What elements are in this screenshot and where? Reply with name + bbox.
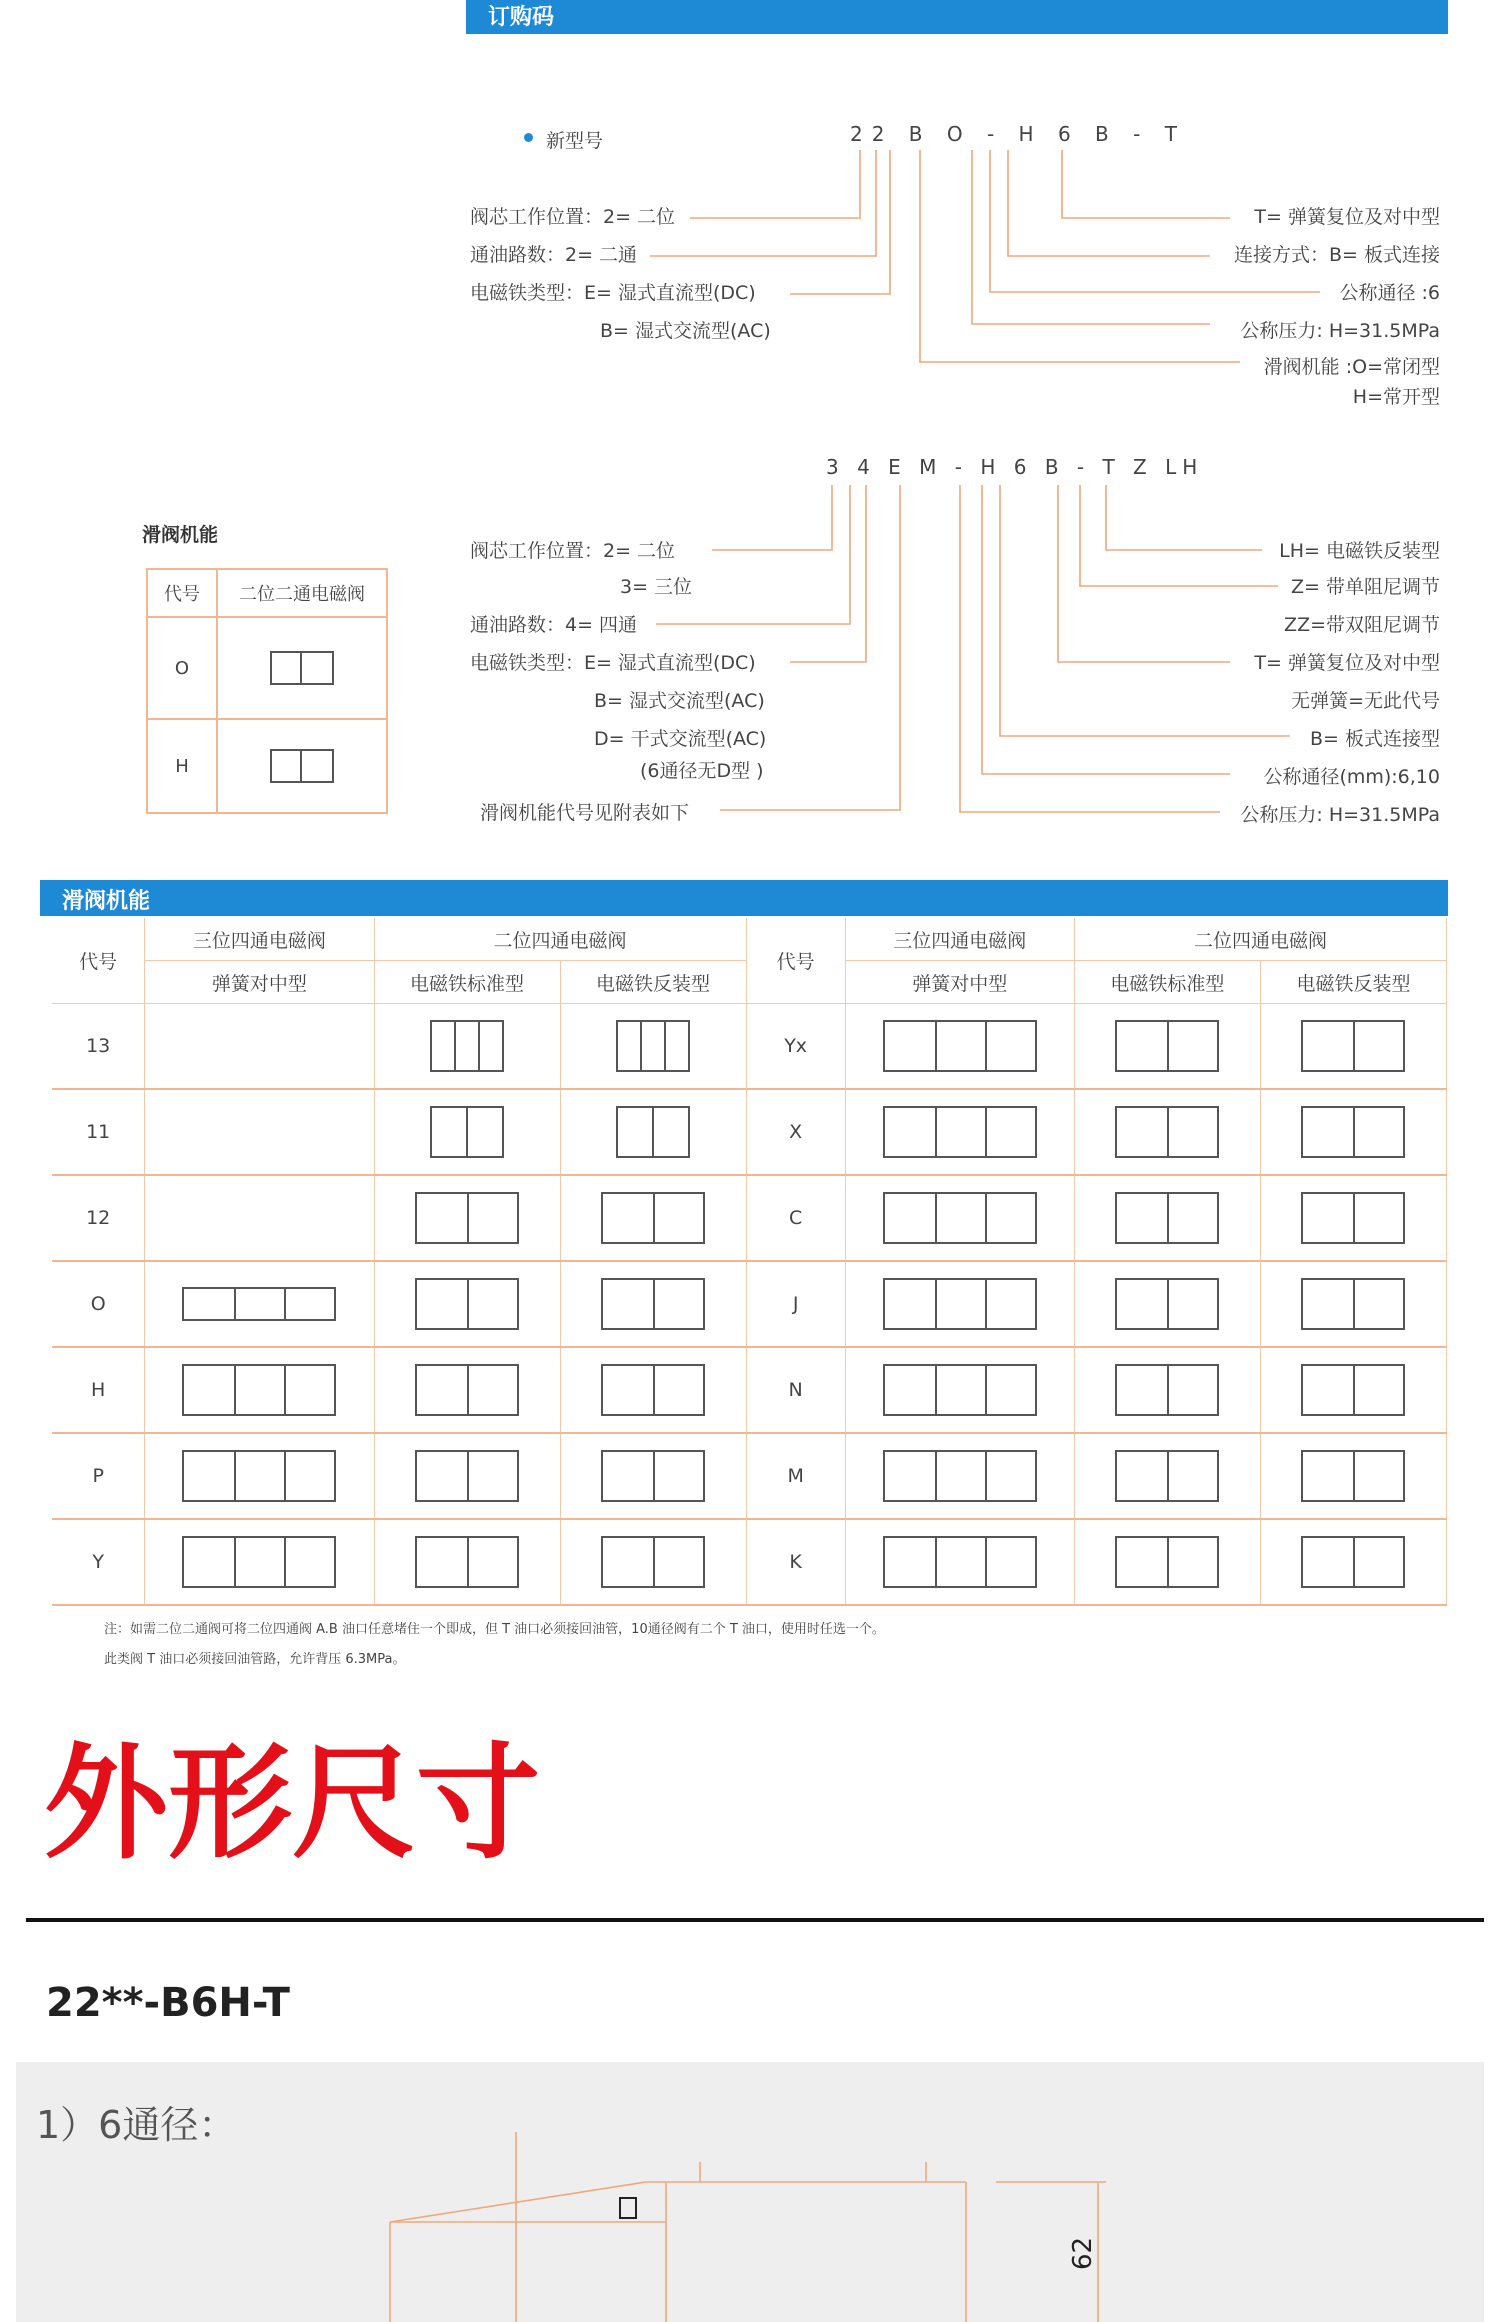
function-table-header	[40, 880, 1448, 916]
valve-symbol	[217, 617, 387, 719]
new-model-label: 新型号	[546, 130, 604, 152]
left1-3: B= 湿式交流型(AC)	[600, 320, 771, 342]
model-code-2: 3 4 E M - H 6 B - T Z LH	[826, 455, 1204, 479]
small-table-header-code: 代号	[147, 569, 217, 617]
row-code: K	[746, 1519, 845, 1605]
valve-symbol	[374, 1519, 560, 1605]
left1-2: 电磁铁类型：E= 湿式直流型(DC)	[470, 282, 756, 304]
small-table-title: 滑阀机能	[142, 524, 219, 546]
model-label: 22**-B6H-T	[46, 1980, 290, 2026]
valve-symbol	[374, 1261, 560, 1347]
function-table-title: 滑阀机能	[62, 889, 151, 914]
row-code: P	[52, 1433, 145, 1519]
empty-cell	[145, 1004, 374, 1090]
empty-cell	[145, 1175, 374, 1261]
note-2: 此类阀 T 油口必须接回油管路，允许背压 6.3MPa。	[104, 1652, 406, 1667]
valve-symbol	[217, 719, 387, 813]
row-code: N	[746, 1347, 845, 1433]
right1-2: 公称通径 :6	[1339, 282, 1440, 304]
col-code-left: 代号	[52, 918, 145, 1004]
col-2pos-left: 二位四通电磁阀	[374, 918, 746, 961]
right2-1: Z= 带单阻尼调节	[1291, 576, 1440, 598]
sub-header: 电磁铁反装型	[560, 961, 746, 1004]
dimension-value: 62	[1068, 2236, 1098, 2270]
valve-symbol	[1074, 1089, 1260, 1175]
left2-6: (6通径无D型 )	[640, 760, 764, 782]
right2-7: 公称压力: H=31.5MPa	[1240, 804, 1440, 826]
small-table-code-o: O	[147, 617, 217, 719]
row-code: Y	[52, 1519, 145, 1605]
valve-symbol	[145, 1519, 374, 1605]
empty-cell	[145, 1089, 374, 1175]
col-3pos-right: 三位四通电磁阀	[845, 918, 1074, 961]
right2-6: 公称通径(mm):6,10	[1263, 766, 1440, 788]
valve-symbol	[1074, 1261, 1260, 1347]
valve-symbol	[845, 1261, 1074, 1347]
col-code-right: 代号	[746, 918, 845, 1004]
left1-1: 通油路数：2= 二通	[470, 244, 638, 266]
valve-symbol	[560, 1347, 746, 1433]
valve-symbol	[845, 1089, 1074, 1175]
right1-4: 滑阀机能 :O=常闭型	[1263, 356, 1440, 378]
valve-symbol	[560, 1261, 746, 1347]
valve-symbol	[374, 1347, 560, 1433]
valve-symbol	[374, 1004, 560, 1090]
valve-symbol	[560, 1175, 746, 1261]
left2-5: D= 干式交流型(AC)	[594, 728, 767, 750]
left2-7: 滑阀机能代号见附表如下	[480, 802, 690, 824]
row-code: O	[52, 1261, 145, 1347]
small-table-header-type: 二位二通电磁阀	[217, 569, 387, 617]
small-table-code-h: H	[147, 719, 217, 813]
valve-symbol	[560, 1433, 746, 1519]
valve-symbol	[145, 1433, 374, 1519]
left1-0: 阀芯工作位置：2= 二位	[470, 206, 676, 228]
valve-symbol	[560, 1089, 746, 1175]
left2-4: B= 湿式交流型(AC)	[594, 690, 765, 712]
valve-symbol	[845, 1175, 1074, 1261]
row-code: X	[746, 1089, 845, 1175]
order-code-title: 订购码	[488, 5, 555, 30]
right1-1: 连接方式：B= 板式连接	[1234, 244, 1440, 266]
sub-header: 电磁铁标准型	[1074, 961, 1260, 1004]
dimensions-title: 外形尺寸	[44, 1732, 541, 1876]
model-code-1: 22 B O - H 6 B - T	[850, 122, 1186, 146]
left2-2: 通油路数：4= 四通	[470, 614, 638, 636]
left2-1: 3= 三位	[620, 576, 693, 598]
right1-0: T= 弹簧复位及对中型	[1254, 206, 1440, 228]
section-divider	[26, 1918, 1484, 1922]
valve-symbol	[560, 1519, 746, 1605]
valve-symbol	[145, 1347, 374, 1433]
right2-0: LH= 电磁铁反装型	[1279, 540, 1440, 562]
valve-symbol	[845, 1519, 1074, 1605]
valve-symbol	[374, 1089, 560, 1175]
valve-symbol	[1074, 1347, 1260, 1433]
row-code: 13	[52, 1004, 145, 1090]
valve-symbol	[1260, 1433, 1446, 1519]
row-code: Yx	[746, 1004, 845, 1090]
row-code: H	[52, 1347, 145, 1433]
valve-symbol	[374, 1433, 560, 1519]
valve-symbol	[1260, 1347, 1446, 1433]
valve-symbol	[845, 1433, 1074, 1519]
valve-symbol	[1260, 1519, 1446, 1605]
right1-3: 公称压力: H=31.5MPa	[1240, 320, 1440, 342]
valve-symbol	[145, 1261, 374, 1347]
valve-symbol	[1074, 1519, 1260, 1605]
left2-3: 电磁铁类型：E= 湿式直流型(DC)	[470, 652, 756, 674]
dimension-drawing	[16, 2062, 1484, 2322]
sub-header: 电磁铁标准型	[374, 961, 560, 1004]
right2-5: B= 板式连接型	[1310, 728, 1440, 750]
valve-symbol	[1260, 1175, 1446, 1261]
valve-symbol	[1260, 1089, 1446, 1175]
valve-symbol	[1260, 1261, 1446, 1347]
left2-0: 阀芯工作位置：2= 二位	[470, 540, 676, 562]
col-3pos-left: 三位四通电磁阀	[145, 918, 374, 961]
row-code: 11	[52, 1089, 145, 1175]
sub-header: 弹簧对中型	[845, 961, 1074, 1004]
row-code: 12	[52, 1175, 145, 1261]
valve-symbol	[374, 1175, 560, 1261]
valve-symbol	[1074, 1175, 1260, 1261]
valve-symbol	[1074, 1433, 1260, 1519]
right2-2: ZZ=带双阻尼调节	[1284, 614, 1440, 636]
small-table	[146, 568, 388, 814]
drawing-subtitle: 1）6通径：	[36, 2103, 237, 2147]
sub-header: 弹簧对中型	[145, 961, 374, 1004]
right2-4: 无弹簧=无此代号	[1291, 690, 1440, 712]
function-table	[52, 918, 1447, 1606]
row-code: M	[746, 1433, 845, 1519]
valve-symbol	[845, 1004, 1074, 1090]
valve-symbol	[1260, 1004, 1446, 1090]
valve-symbol	[560, 1004, 746, 1090]
right1-5: H=常开型	[1352, 386, 1440, 408]
note-1: 注：如需二位二通阀可将二位四通阀 A.B 油口任意堵住一个即成，但 T 油口必须接回油管，10通径阀有二个 T 油口，使用时任选一个。	[104, 1622, 885, 1637]
col-2pos-right: 二位四通电磁阀	[1074, 918, 1446, 961]
valve-symbol	[845, 1347, 1074, 1433]
right2-3: T= 弹簧复位及对中型	[1254, 652, 1440, 674]
row-code: C	[746, 1175, 845, 1261]
valve-symbol	[1074, 1004, 1260, 1090]
sub-header: 电磁铁反装型	[1260, 961, 1446, 1004]
row-code: J	[746, 1261, 845, 1347]
